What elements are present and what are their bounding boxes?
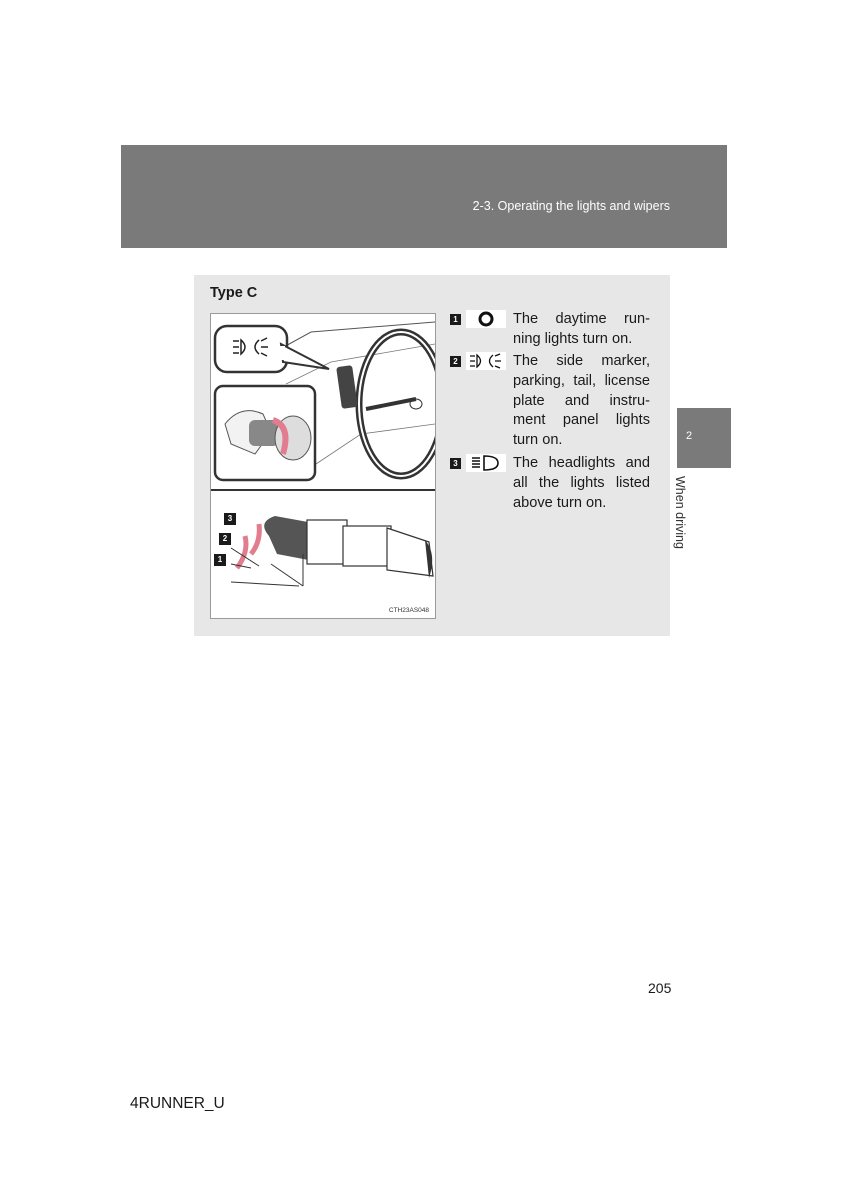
- item-3-text: The headlights and all the lights listed above turn on.: [513, 455, 650, 511]
- panel-title: Type C: [210, 285, 258, 301]
- item-2-text: The side marker, parking, tail, license plate and instru-ment panel lights turn on.: [513, 353, 650, 449]
- model-code: 4RUNNER_U: [130, 1095, 225, 1112]
- chapter-tab: [677, 408, 731, 468]
- type-c-panel: [194, 275, 670, 636]
- item-number-3: 3: [450, 458, 461, 469]
- chapter-label: [673, 476, 703, 556]
- daytime-running-light-icon: [466, 310, 506, 328]
- illustration-drawing: [211, 314, 435, 618]
- chapter-number: 2: [686, 430, 693, 442]
- page-number: 205: [648, 980, 672, 996]
- callout-1: 1: [214, 554, 226, 566]
- headlight-icon: [466, 454, 506, 472]
- item-1-text: The daytime run-ning lights turn on.: [513, 311, 650, 347]
- item-number-1: 1: [450, 314, 461, 325]
- light-switch-illustration: [210, 313, 436, 619]
- section-title: 2-3. Operating the lights and wipers: [472, 199, 670, 213]
- side-marker-light-icon: [466, 352, 506, 370]
- callout-3: 3: [224, 513, 236, 525]
- callout-2: 2: [219, 533, 231, 545]
- item-number-2: 2: [450, 356, 461, 367]
- header-bar: [121, 145, 727, 248]
- chapter-label-text: When driving: [673, 476, 687, 549]
- figure-code: CTH23AS048: [388, 607, 429, 614]
